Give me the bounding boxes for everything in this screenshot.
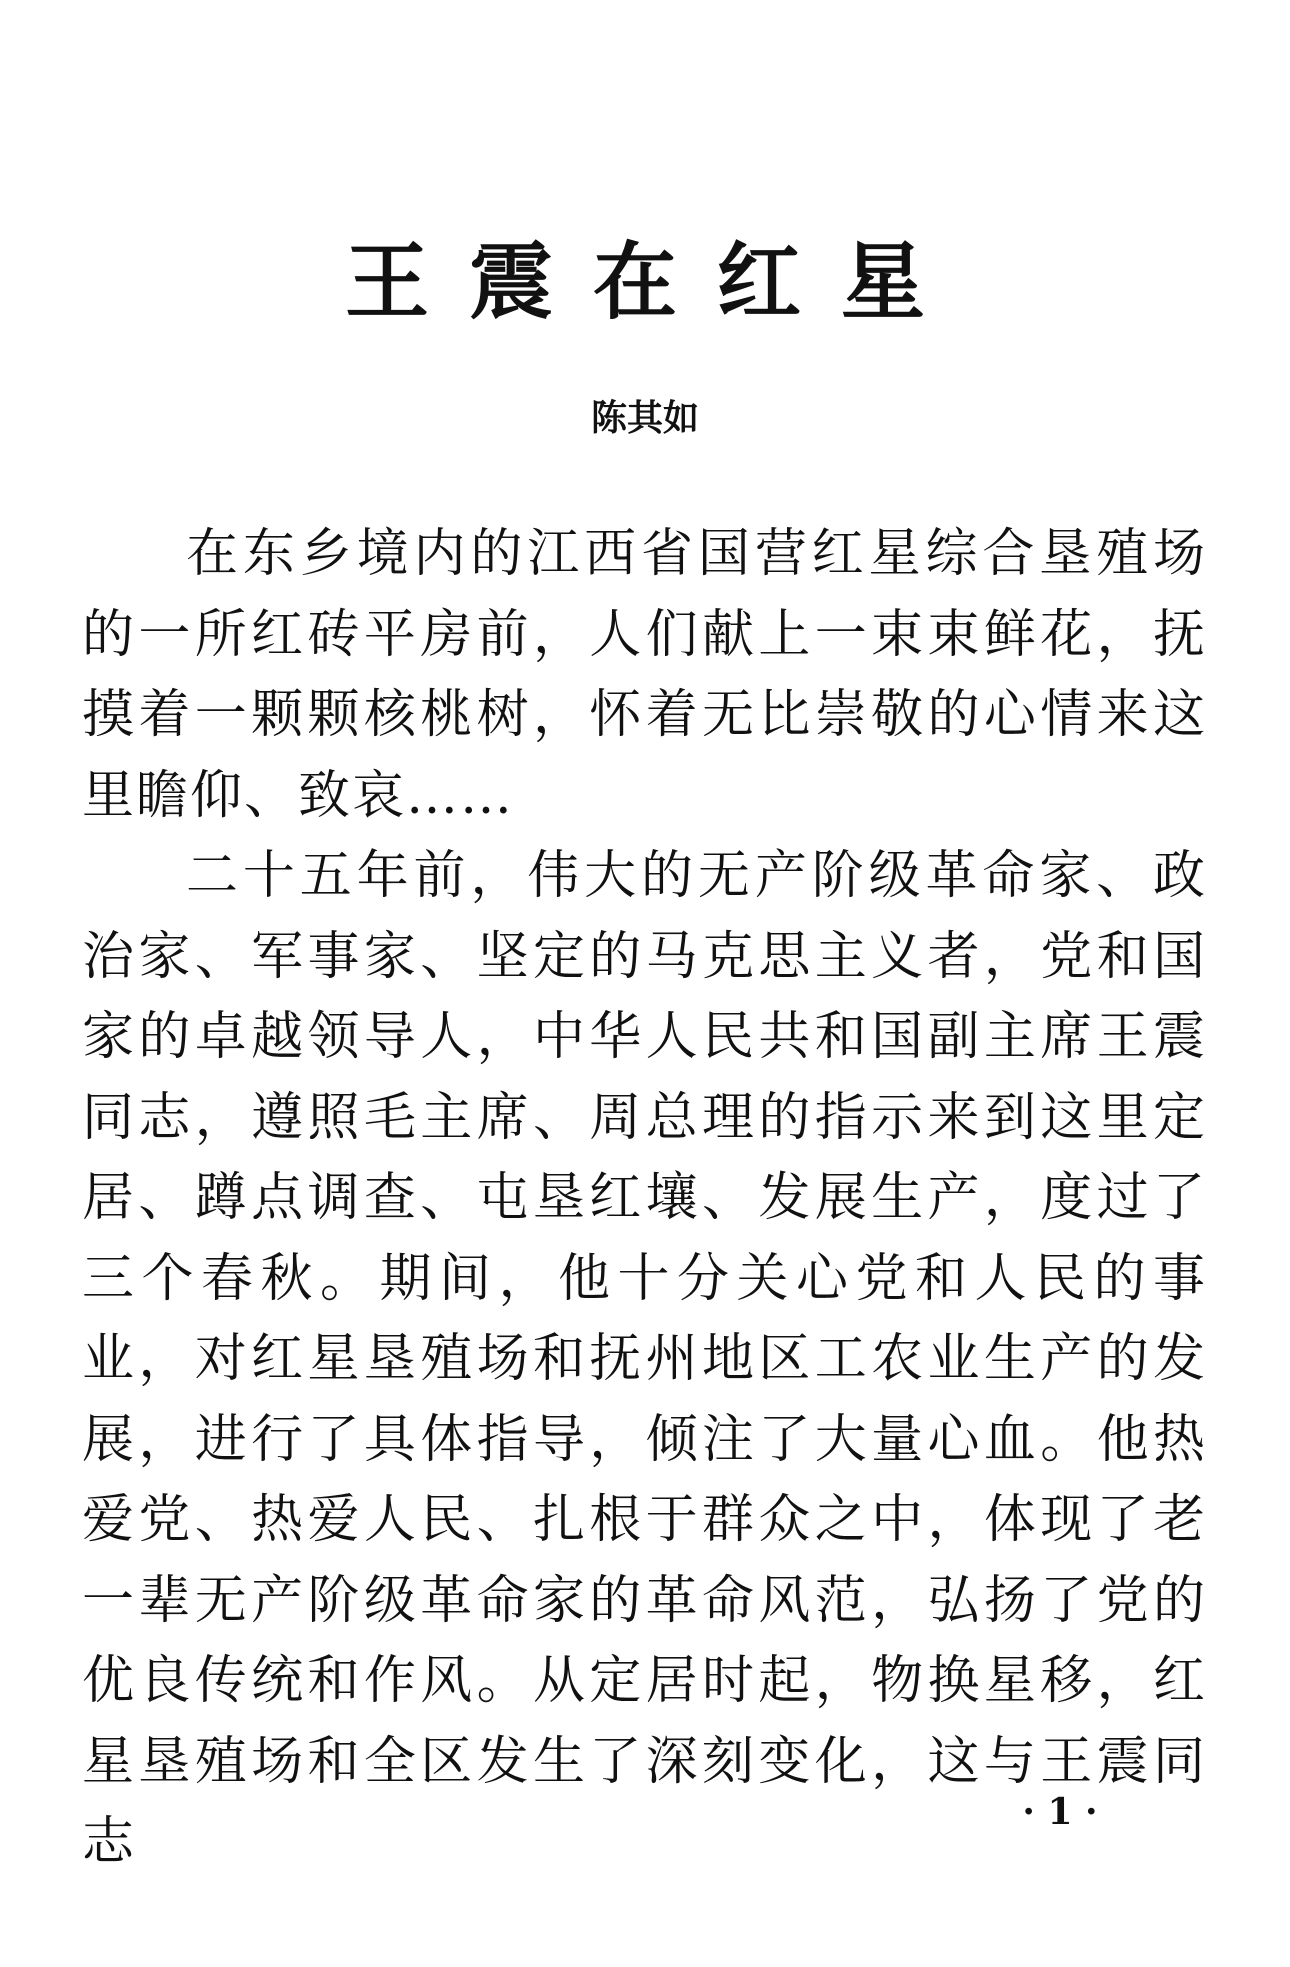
paragraph: 在东乡境内的江西省国营红星综合垦殖场的一所红砖平房前，人们献上一束束鲜花，抚摸着一颗颗核桃树，怀着无比崇敬的心情来这里瞻仰、致哀…… [82,524,1207,826]
article-title: 王震在红星 [344,232,965,331]
page-number: · 1 · [1022,1791,1098,1833]
paragraph: 二十五年前，伟大的无产阶级革命家、政治家、军事家、坚定的马克思主义者，党和国家的卓越领导人，中华人民共和国副主席王震同志，遵照毛主席、周总理的指示来到这里定居、蹲点调查、屯垦红壤、发展生产，度过了三个春秋。期间，他十分关心党和人民的事业，对红星垦殖场和抚州地区工农业生产的发展，进行了具体指导，倾注了大量心血。他热爱党、热爱人民、扎根于群众之中，体现了老一辈无产阶级革命家的革命风范，弘扬了党的优良传统和作风。从定居时起，物换星移，红星垦殖场和全区发生了深刻变化，这与王震同志 [82,846,1207,1872]
author-name: 陈其如 [590,398,699,439]
article-body [82,514,1207,1883]
